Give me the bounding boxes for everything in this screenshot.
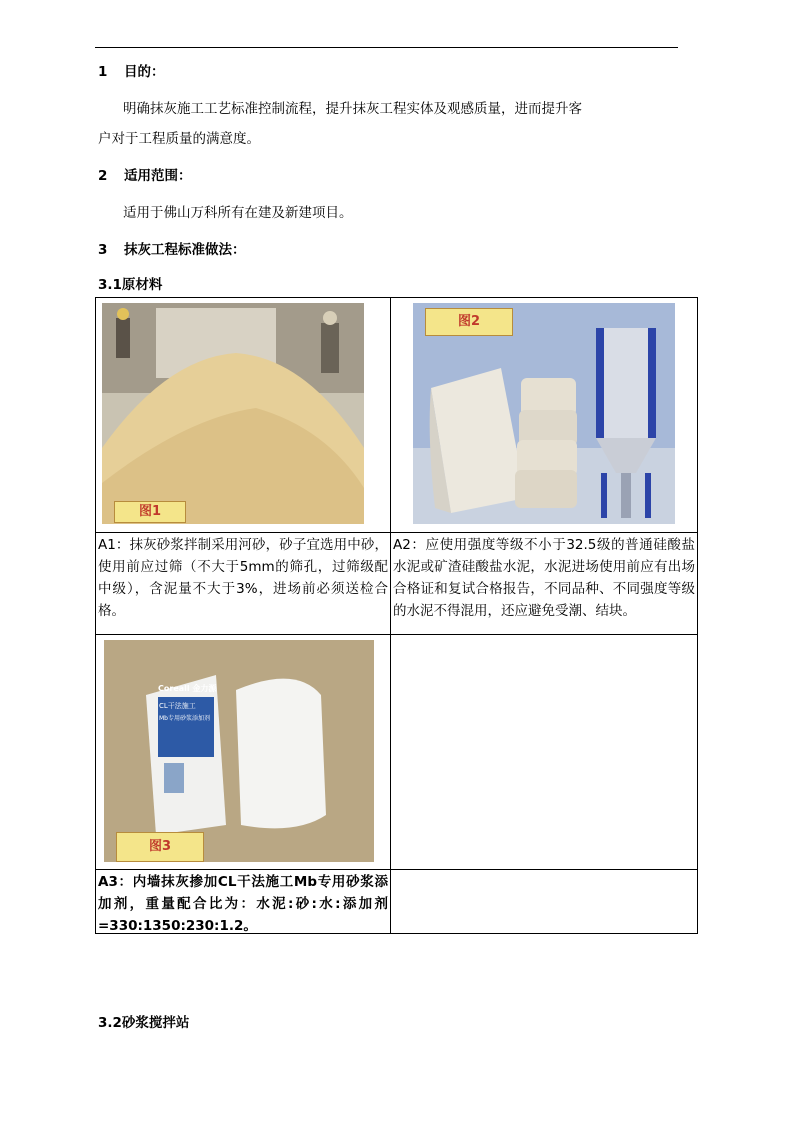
section-1-body-line2: 户对于工程质量的满意度。 xyxy=(98,131,260,147)
header-rule xyxy=(95,47,678,48)
a2-description: A2：应使用强度等级不小于32.5级的普通硅酸盐水泥或矿渣硅酸盐水泥，水泥进场使用前应有出场合格证和复试合格报告，不同品种、不同强度等级的水泥不得混用，还应避免受潮、结块。 xyxy=(393,537,695,619)
sand-pile-image xyxy=(96,298,390,532)
section-1-body-line1: 明确抹灰施工工艺标准控制流程，提升抹灰工程实体及观感质量，进而提升客 xyxy=(123,101,582,117)
section-2-heading: 2 适用范围： xyxy=(98,168,192,184)
a1-cell xyxy=(96,533,391,635)
materials-table xyxy=(95,297,698,934)
package-line2: Mb专用砂浆添加剂 xyxy=(159,715,210,722)
empty-cell-1 xyxy=(391,635,698,870)
section-3-2-heading: 3.2砂浆搅拌站 xyxy=(98,1015,190,1031)
figure-1-label: 图1 xyxy=(114,501,186,523)
a1-description: A1：抹灰砂浆拌制采用河砂，砂子宜选用中砂，使用前应过筛（不大于5mm的筛孔，过筛级配中级），含泥量不大于3%，进场前必须送检合格。 xyxy=(98,537,388,619)
package-brand: Coreall 金力源 xyxy=(158,684,217,693)
figure-2-cell xyxy=(391,298,698,533)
section-1-heading: 1 目的： xyxy=(98,64,165,80)
figure-2-label: 图2 xyxy=(425,308,513,336)
a2-cell xyxy=(391,533,698,635)
a3-cell xyxy=(96,870,391,934)
figure-3-label: 图3 xyxy=(116,832,204,862)
figure-3-cell xyxy=(96,635,391,870)
section-2-body: 适用于佛山万科所有在建及新建项目。 xyxy=(123,205,353,221)
package-line1: CL干法施工 xyxy=(159,702,196,710)
empty-cell-2 xyxy=(391,870,698,934)
a3-description: A3：内墙抹灰掺加CL干法施工Mb专用砂浆添加剂，重量配合比为：水泥:砂:水:添加剂=330:1350:230:1.2。 xyxy=(98,874,388,934)
section-3-heading: 3 抹灰工程标准做法： xyxy=(98,242,246,258)
section-3-1-heading: 3.1原材料 xyxy=(98,277,163,293)
figure-1-cell xyxy=(96,298,391,533)
